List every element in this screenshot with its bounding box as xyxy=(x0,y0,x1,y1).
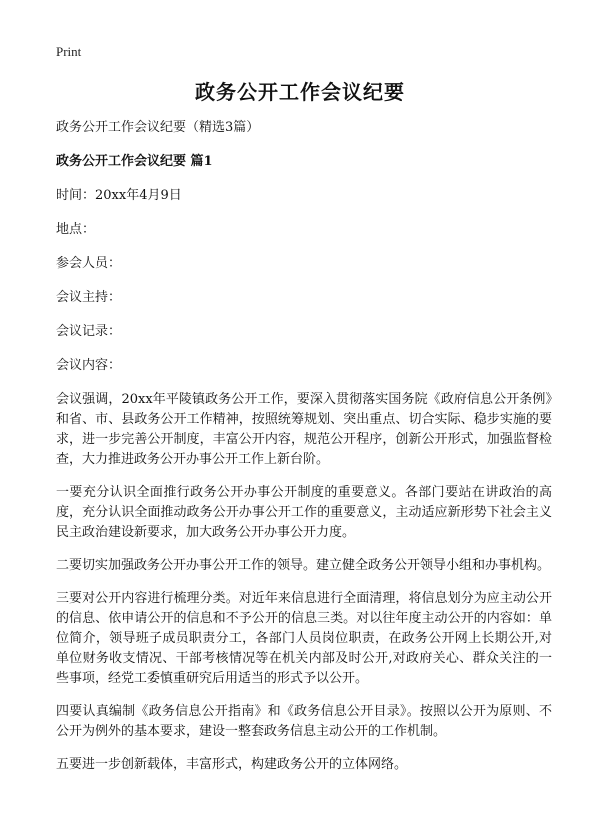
paragraph: 四要认真编制《政务信息公开指南》和《政务信息公开目录》。按照以公开为原则、不公开为例外的基本要求，建设一整套政务信息主动公开的工作机制。 xyxy=(56,704,552,739)
page-title: 政务公开工作会议纪要 xyxy=(195,80,405,104)
document-body xyxy=(56,118,552,788)
paragraph: 五要进一步创新载体，丰富形式，构建政务公开的立体网络。 xyxy=(56,757,408,772)
meta-host: 会议主持： xyxy=(56,290,122,305)
meta-time: 时间：20xx年4月9日 xyxy=(56,188,182,203)
paragraph: 三要对公开内容进行梳理分类。对近年来信息进行全面清理，将信息划分为应主动公开的信息、依申请公开的信息和不予公开的信息三类。对以往年度主动公开的内容如：单位简介，领导班子成员职责分工，各部门人员岗位职责，在政务公开网上长期公开,对单位财务收支情况、干部考核情况等在机关内部及时公开,对政府关心、群众关注的一些事项，经党工委慎重研究后用适当的形式予以公开。 xyxy=(56,591,552,686)
paragraph: 会议强调，20xx年平陵镇政务公开工作，要深入贯彻落实国务院《政府信息公开条例》和省、市、县政务公开工作精神，按照统筹规划、突出重点、切合实际、稳步实施的要求，进一步完善公开制度，丰富公开内容，规范公开程序，创新公开形式，加强监督检查，大力推进政务公开办事公开工作上新台阶。 xyxy=(56,392,552,467)
meta-attendees: 参会人员： xyxy=(56,256,122,271)
paragraph: 二要切实加强政务公开办事公开工作的领导。建立健全政务公开领导小组和办事机构。 xyxy=(56,558,551,573)
paragraph: 一要充分认识全面推行政务公开办事公开制度的重要意义。各部门要站在讲政治的高度，充分认识全面推动政务公开办事公开工作的重要意义，主动适应新形势下社会主义民主政治建设新要求，加大政务公开办事公开力度。 xyxy=(56,485,552,540)
meta-location: 地点： xyxy=(56,222,96,237)
meta-content-label: 会议内容： xyxy=(56,358,122,373)
document-subtitle: 政务公开工作会议纪要（精选3篇） xyxy=(56,120,260,135)
meta-recorder: 会议记录： xyxy=(56,324,122,339)
print-link[interactable]: Print xyxy=(56,44,82,59)
section-heading: 政务公开工作会议纪要 篇1 xyxy=(56,154,213,169)
